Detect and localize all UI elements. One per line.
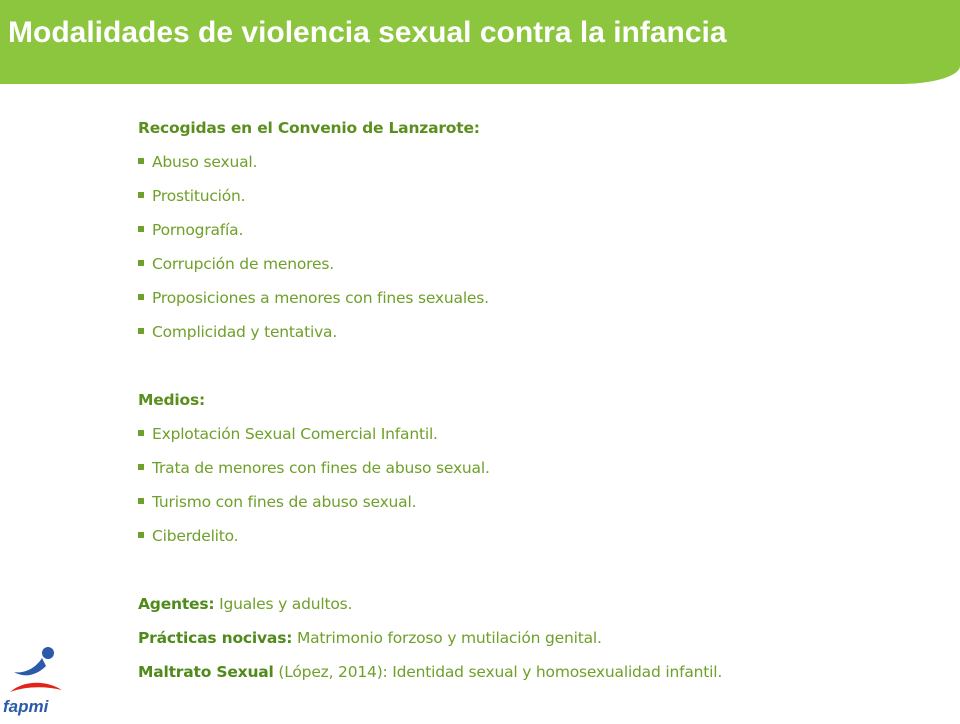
bullet-icon [138, 464, 144, 470]
agentes-text: Iguales y adultos. [214, 595, 353, 613]
list-item: Ciberdelito. [138, 519, 938, 553]
bullet-icon [138, 430, 144, 436]
list-item: Explotación Sexual Comercial Infantil. [138, 417, 938, 451]
bullet-icon [138, 260, 144, 266]
fapmi-logo-icon [2, 644, 68, 720]
bullet-icon [138, 192, 144, 198]
maltrato-line [138, 655, 938, 689]
list-item: Abuso sexual. [138, 145, 938, 179]
bullet-icon [138, 328, 144, 334]
logo-text: fapmi [3, 697, 49, 716]
list-item: Corrupción de menores. [138, 247, 938, 281]
bullet-icon [138, 498, 144, 504]
practicas-label: Prácticas nocivas: [138, 629, 293, 647]
list-item: Proposiciones a menores con fines sexuales. [138, 281, 938, 315]
agentes-line [138, 587, 938, 621]
list-item: Trata de menores con fines de abuso sexual. [138, 451, 938, 485]
agentes-label: Agentes: [138, 595, 215, 613]
bullet-icon [138, 158, 144, 164]
maltrato-text: (López, 2014): Identidad sexual y homosexualidad infantil. [273, 663, 723, 681]
page-title: Modalidades de violencia sexual contra la infancia [8, 16, 727, 49]
list-item: Pornografía. [138, 213, 938, 247]
convenio-heading: Recogidas en el Convenio de Lanzarote: [138, 119, 480, 137]
maltrato-label: Maltrato Sexual [138, 663, 274, 681]
spacer [138, 553, 938, 587]
fapmi-logo [2, 644, 68, 720]
bullet-icon [138, 226, 144, 232]
list-item: Complicidad y tentativa. [138, 315, 938, 349]
list-item: Prostitución. [138, 179, 938, 213]
practicas-line [138, 621, 938, 655]
bullet-icon [138, 532, 144, 538]
slide-content [138, 111, 938, 689]
spacer [138, 349, 938, 383]
medios-heading: Medios: [138, 391, 206, 409]
list-item: Turismo con fines de abuso sexual. [138, 485, 938, 519]
title-bar [0, 0, 960, 84]
bullet-icon [138, 294, 144, 300]
practicas-text: Matrimonio forzoso y mutilación genital. [292, 629, 602, 647]
